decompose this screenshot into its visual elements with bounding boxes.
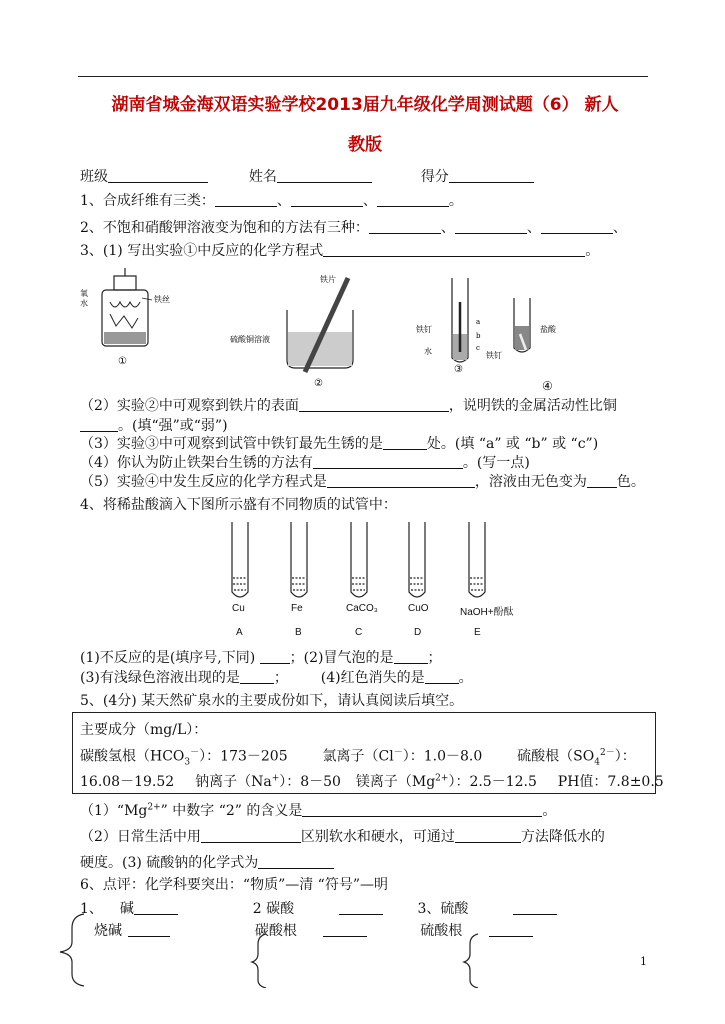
fig1-water: 水 xyxy=(80,299,88,308)
q6-g2-a: 碳酸 xyxy=(266,901,295,917)
fig3-b: b xyxy=(476,332,481,340)
q3-p3-text-a: （3）实验③中可观察到试管中铁钉最先生锈的是 xyxy=(80,436,383,452)
tube-b-letter: B xyxy=(295,627,302,638)
q3-p4-text-b: 。(写一点) xyxy=(462,455,530,471)
cl-range: ）：1.0－8.0 xyxy=(402,748,483,765)
q6-g2-num: 2 xyxy=(252,901,262,917)
tube-d-label: CuO xyxy=(408,603,429,614)
fig2-number: ② xyxy=(314,378,323,389)
fig3-nail-label: 铁钉 xyxy=(416,325,432,334)
fig4-nail-label: 铁钉 xyxy=(486,351,502,360)
mineral-water-box xyxy=(72,712,664,794)
na-label: 钠离子（Na xyxy=(195,774,272,790)
q4-blank-1[interactable] xyxy=(260,649,290,664)
box-line3: 16.08－19.52 钠离子（Na+）：8－50 镁离子$(Mg^{2+})$：2.5－12.5 PH值：7.8±0.5 xyxy=(80,773,664,790)
score-label: 得分 xyxy=(420,169,449,185)
q5-part2 xyxy=(80,826,605,846)
q3-intro-text: 3、(1) 写出实验①中反应的化学方程式 xyxy=(80,243,324,259)
q3-p5-text-c: 色。 xyxy=(616,474,645,490)
q5-p2-text-c: 方法降低水的 xyxy=(520,829,605,845)
box-line1: 主要成分（mg/L）： xyxy=(80,722,208,738)
q3-part2-cont xyxy=(80,415,228,435)
hco3-range: ）：173－205 xyxy=(199,748,288,765)
fig1-o2: 氧 xyxy=(80,289,88,298)
tube-c-label: CaCO₃ xyxy=(346,603,378,614)
q4-semicolon-2: ； xyxy=(273,670,288,686)
q3-p5-blank-1[interactable] xyxy=(327,473,475,488)
q3-part3 xyxy=(80,433,598,453)
question-2: 2、不饱和硝酸钾溶液变为饱和的方法有三种： 、 、 、 xyxy=(80,220,627,236)
q3-blank-eq1[interactable] xyxy=(323,242,585,257)
q3-part5 xyxy=(80,471,645,491)
q5-p2-blank-1[interactable] xyxy=(201,828,301,843)
fig1-bottle xyxy=(102,268,152,346)
q3-p2-text-c: 。(填“强”或“弱”) xyxy=(118,418,228,434)
q3-p5-text-b: ，溶液由无色变为 xyxy=(474,474,587,490)
tube-a xyxy=(232,522,248,597)
so4-range: 16.08－19.52 xyxy=(80,774,175,790)
fig3-testtube xyxy=(452,278,468,362)
question-5-intro: 5、(4分) 某天然矿泉水的主要成份如下，请认真阅读后填空。 xyxy=(80,693,464,709)
fig3-c: c xyxy=(476,344,480,352)
hco3-label: 碳酸氢根（HCO xyxy=(80,748,185,765)
q4-blank-3[interactable] xyxy=(240,669,274,684)
tube-d xyxy=(409,522,425,597)
q5-p1-text-b: ” 中数字 “2” 的含义是 xyxy=(160,803,303,819)
q4-s4-text: (4)红色消失的是 xyxy=(320,670,425,686)
tube-d-letter: D xyxy=(414,627,422,638)
info-row xyxy=(80,166,534,186)
q5-p1-text-c: 。 xyxy=(542,803,557,819)
q4-s3-text: (3)有浅绿色溶液出现的是 xyxy=(80,670,240,686)
q1-text: 1、合成纤维有三类： xyxy=(80,193,215,209)
q5-part1: $(1)“Mg^{2+}$” 中数字 “2” 的含义是 。 xyxy=(80,802,557,819)
q4-s2-text: ；(2)冒气泡的是 xyxy=(289,650,394,666)
q4-semicolon-1: ； xyxy=(427,650,442,666)
header-rule xyxy=(78,76,648,77)
q6-g3-blank-b[interactable] xyxy=(489,922,533,937)
fig2-iron-label: 铁片 xyxy=(320,275,336,284)
class-label: 班级 xyxy=(80,169,108,185)
tube-e-label: NaOH+酚酞 xyxy=(460,607,514,618)
q5-p3-blank[interactable] xyxy=(258,854,334,869)
q3-p4-text-a: （4）你认为防止铁架台生锈的方法有 xyxy=(80,455,313,471)
q6-g3-a: 硫酸 xyxy=(440,901,469,917)
q2-blank-2[interactable] xyxy=(455,219,527,234)
q5-part3 xyxy=(80,852,334,872)
fig3-number: ③ xyxy=(454,364,463,375)
q3-p4-blank[interactable] xyxy=(313,454,463,469)
q3-p3-text-b: 处。(填 “a” 或 “b” 或 “c”) xyxy=(426,436,599,452)
q4-row2: (3)有浅绿色溶液出现的是 ； (4)红色消失的是 。 xyxy=(80,670,473,686)
tube-b xyxy=(291,522,307,597)
q6-g1-num: 1、 xyxy=(80,901,103,917)
q2-blank-3[interactable] xyxy=(541,219,613,234)
fig1-iron-label: 铁丝 xyxy=(154,295,170,304)
q3-part2 xyxy=(80,395,617,415)
q6-g1-b: 烧碱 xyxy=(94,923,122,939)
q5-p3-text: 硬度。(3) 硫酸钠的化学式为 xyxy=(80,855,259,871)
mg-label: 镁离子（Mg xyxy=(355,774,436,790)
page-number: 1 xyxy=(640,955,647,968)
fig3-a: a xyxy=(476,318,481,326)
q3-figures xyxy=(80,262,680,397)
q1-blank-3[interactable] xyxy=(377,192,449,207)
q3-p3-blank[interactable] xyxy=(383,435,427,450)
q1-blank-2[interactable] xyxy=(291,192,363,207)
question-3-intro: 3、(1) 写出实验①中反应的化学方程式 。 xyxy=(80,243,600,259)
fig2-solution-label: 硫酸铜溶液 xyxy=(230,335,270,344)
tube-c xyxy=(351,522,367,597)
tube-a-label: Cu xyxy=(232,603,245,614)
q3-p2-text-a: （2）实验②中可观察到铁片的表面 xyxy=(80,398,299,414)
cl-label: 氯离子（Cl xyxy=(322,748,394,765)
q4-blank-2[interactable] xyxy=(394,649,428,664)
q6-g2-b: 碳酸根 xyxy=(254,923,297,939)
class-field[interactable] xyxy=(108,168,208,183)
q5-p2-text-a: （2）日常生活中用 xyxy=(80,829,201,845)
q5-p2-blank-2[interactable] xyxy=(455,828,521,843)
q3-p2-blank-1[interactable] xyxy=(299,397,449,412)
question-6-intro: 6、点评：化学科要突出：“物质”—清 “符号”—明 xyxy=(80,877,388,893)
q4-blank-4[interactable] xyxy=(425,669,459,684)
q5-p1-blank[interactable] xyxy=(302,802,542,817)
q4-tubes xyxy=(220,518,510,606)
q2-text: 2、不饱和硝酸钾溶液变为饱和的方法有三种： xyxy=(80,220,369,236)
q6-braces xyxy=(50,908,490,988)
q6-g3-blank-a[interactable] xyxy=(513,900,557,915)
so4-colon: ）： xyxy=(614,748,636,765)
brace-2 xyxy=(252,934,266,988)
fig4-acid-label: 盐酸 xyxy=(540,325,556,334)
q6-g3-num: 3、 xyxy=(417,901,441,917)
q3-p5-blank-2[interactable] xyxy=(587,473,617,488)
tube-c-letter: C xyxy=(355,627,363,638)
q3-p2-text-b: ，说明铁的金属活动性比铜 xyxy=(448,398,617,414)
tube-a-letter: A xyxy=(236,627,243,638)
so4-label: 硫酸根（SO xyxy=(517,748,595,765)
fig2-beaker xyxy=(287,278,353,372)
page-title-line2: 教版 xyxy=(348,135,382,155)
q6-g3-b: 硫酸根 xyxy=(420,923,463,939)
fig4-testtube xyxy=(514,298,530,352)
q3-p2-blank-2[interactable] xyxy=(80,417,118,432)
q2-blank-1[interactable] xyxy=(369,219,441,234)
q4-s1-text: (1)不反应的是(填序号,下同) xyxy=(80,650,256,666)
q4-row1 xyxy=(80,647,442,667)
box-line2: 碳酸氢根$(HCO_3^-)$：173－205 氯离子（Cl－）：1.0－8.0 硫酸根$(SO_4^{2-})$： xyxy=(80,748,636,768)
tube-e-letter: E xyxy=(474,627,481,638)
name-label: 姓名 xyxy=(248,169,277,185)
name-field[interactable] xyxy=(277,168,372,183)
tube-e xyxy=(469,522,485,597)
ph-value: PH值：7.8±0.5 xyxy=(557,774,664,790)
q1-blank-1[interactable] xyxy=(215,192,277,207)
brace-1 xyxy=(60,914,84,986)
brace-3 xyxy=(464,934,478,988)
q6-g1-a: 碱 xyxy=(119,901,134,917)
fig4-number: ④ xyxy=(542,379,553,393)
q5-p1-text-a: （1）“Mg xyxy=(80,803,148,819)
tube-b-label: Fe xyxy=(291,603,303,614)
q5-p2-text-b: 区别软水和硬水，可通过 xyxy=(300,829,455,845)
question-1: 1、合成纤维有三类： 、 、 。 xyxy=(80,193,463,209)
fig3-water-label: 水 xyxy=(424,347,432,356)
q3-p5-text-a: （5）实验④中发生反应的化学方程式是 xyxy=(80,474,327,490)
page-title-line1: 湖南省城金海双语实验学校2013届九年级化学周测试题（6） 新人 xyxy=(111,95,619,115)
q3-part4 xyxy=(80,452,530,472)
question-4-intro: 4、将稀盐酸滴入下图所示盛有不同物质的试管中： xyxy=(80,497,397,513)
fig1-number: ① xyxy=(118,356,127,367)
na-range: ）：8－50 xyxy=(279,774,341,790)
mg-range: ）：2.5－12.5 xyxy=(448,774,537,790)
score-field[interactable] xyxy=(449,168,534,183)
